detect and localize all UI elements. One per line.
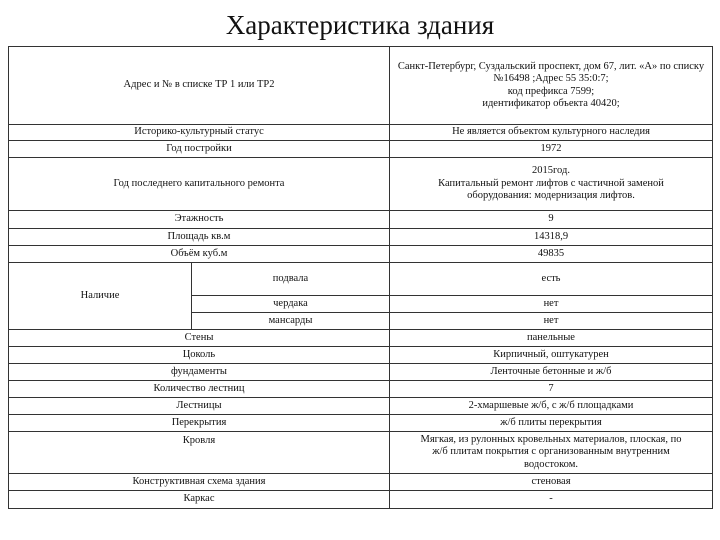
row-value: стеновая	[390, 474, 713, 491]
table-row	[9, 158, 713, 211]
presence-item-value: есть	[390, 263, 713, 296]
row-label: Стены	[9, 330, 390, 347]
row-value: Ленточные бетонные и ж/б	[390, 364, 713, 381]
row-value: 1972	[390, 141, 713, 158]
table-row	[9, 330, 713, 347]
page-title: Характеристика здания	[225, 10, 495, 40]
table-row	[9, 474, 713, 491]
row-label: Перекрытия	[9, 415, 390, 432]
row-label: Лестницы	[9, 398, 390, 415]
presence-label: Наличие	[9, 263, 192, 330]
table-row	[9, 491, 713, 509]
row-value: 7	[390, 381, 713, 398]
row-label: Цоколь	[9, 347, 390, 364]
row-label: фундаменты	[9, 364, 390, 381]
row-value: 2-хмаршевые ж/б, с ж/б площадками	[390, 398, 713, 415]
presence-item-value: нет	[390, 296, 713, 313]
table-row	[9, 381, 713, 398]
table-row	[9, 47, 713, 125]
row-label: Год последнего капитального ремонта	[9, 158, 390, 211]
table-row	[9, 125, 713, 141]
table-row	[9, 211, 713, 229]
row-label: Кровля	[9, 432, 390, 474]
row-label: Адрес и № в списке ТР 1 или ТР2	[9, 47, 390, 125]
row-label: Каркас	[9, 491, 390, 509]
row-label: Конструктивная схема здания	[9, 474, 390, 491]
row-value: 14318,9	[390, 229, 713, 246]
row-value: 49835	[390, 246, 713, 263]
presence-item-label: мансарды	[192, 313, 390, 330]
presence-item-label: чердака	[192, 296, 390, 313]
row-label: Количество лестниц	[9, 381, 390, 398]
row-value: панельные	[390, 330, 713, 347]
table-row	[9, 398, 713, 415]
table-row	[9, 246, 713, 263]
row-value: Санкт-Петербург, Суздальский проспект, дом 67, лит. «А» по списку №16498 ;Адрес 55 35:0:7; код префикса 7599; идентификатор объекта 40420;	[390, 47, 713, 125]
row-value: Кирпичный, оштукатурен	[390, 347, 713, 364]
row-value: Мягкая, из рулонных кровельных материалов, плоская, по ж/б плитам покрытия с организованным внутренним водостоком.	[390, 432, 713, 474]
row-label: Этажность	[9, 211, 390, 229]
table-row	[9, 141, 713, 158]
row-label: Историко-культурный статус	[9, 125, 390, 141]
table-row	[9, 229, 713, 246]
building-characteristics-table	[8, 46, 713, 509]
row-label: Площадь кв.м	[9, 229, 390, 246]
table-row	[9, 432, 713, 474]
row-label: Год постройки	[9, 141, 390, 158]
row-label: Объём куб.м	[9, 246, 390, 263]
table-row	[9, 263, 713, 296]
row-value: Не является объектом культурного наследия	[390, 125, 713, 141]
row-value: 2015год. Капитальный ремонт лифтов с частичной заменой оборудования: модернизация лифтов.	[390, 158, 713, 211]
table-row	[9, 364, 713, 381]
row-value: 9	[390, 211, 713, 229]
row-value: -	[390, 491, 713, 509]
row-value: ж/б плиты перекрытия	[390, 415, 713, 432]
presence-item-value: нет	[390, 313, 713, 330]
presence-item-label: подвала	[192, 263, 390, 296]
table-row	[9, 347, 713, 364]
table-row	[9, 415, 713, 432]
